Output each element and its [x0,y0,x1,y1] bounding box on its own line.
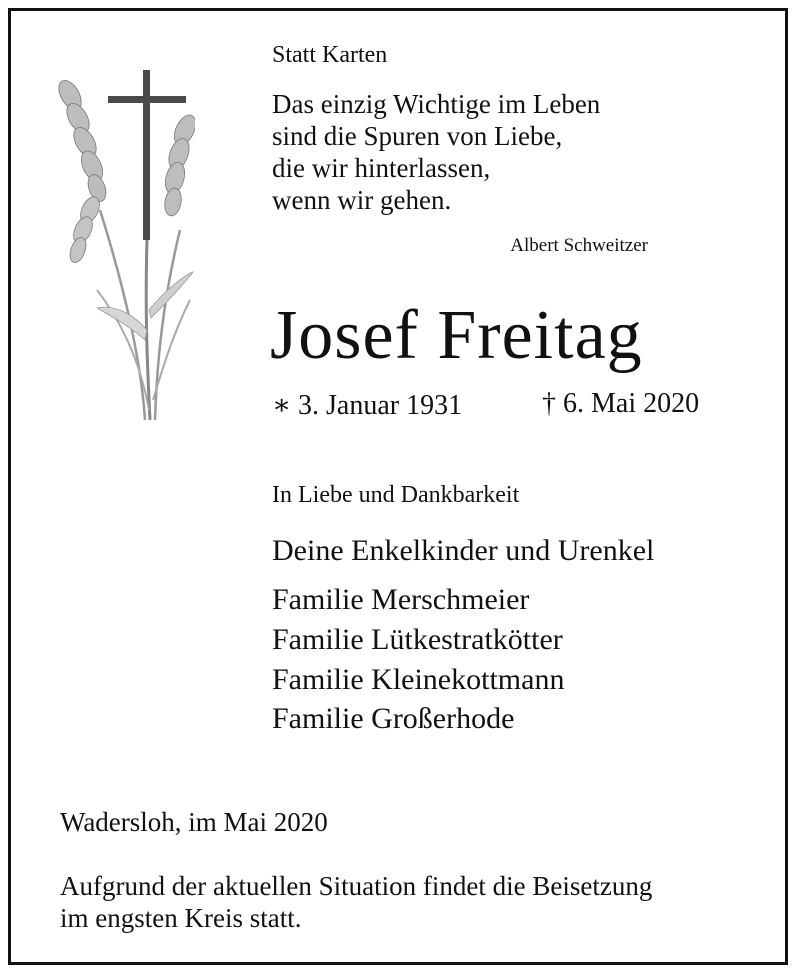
quote-author: Albert Schweitzer [510,235,648,256]
quote-line-1: Das einzig Wichtige im Leben [272,89,601,119]
mourner-line-3: Familie Lütkestratkötter [272,623,563,656]
notice-line-1: Aufgrund der aktuellen Situation findet die Beisetzung [60,871,653,901]
mourners-intro: In Liebe und Dankbarkeit [272,482,520,508]
mourner-line-5: Familie Großerhode [272,702,515,735]
quote-line-3: die wir hinterlassen, [272,153,491,183]
place-date: Wadersloh, im Mai 2020 [60,807,328,837]
quote-line-2: sind die Spuren von Liebe, [272,121,563,151]
mourner-line-1: Deine Enkelkinder und Urenkel [272,534,655,567]
death-date: † 6. Mai 2020 [542,388,700,419]
birth-date: ∗ 3. Januar 1931 [272,390,463,421]
mourner-line-4: Familie Kleinekottmann [272,663,565,696]
quote-line-4: wenn wir gehen. [272,185,452,215]
intro-statt-karten: Statt Karten [272,42,388,68]
cross-with-wheat-icon [45,60,195,430]
deceased-name: Josef Freitag [270,297,643,374]
mourner-line-2: Familie Merschmeier [272,583,530,616]
notice-line-2: im engsten Kreis statt. [60,903,302,933]
